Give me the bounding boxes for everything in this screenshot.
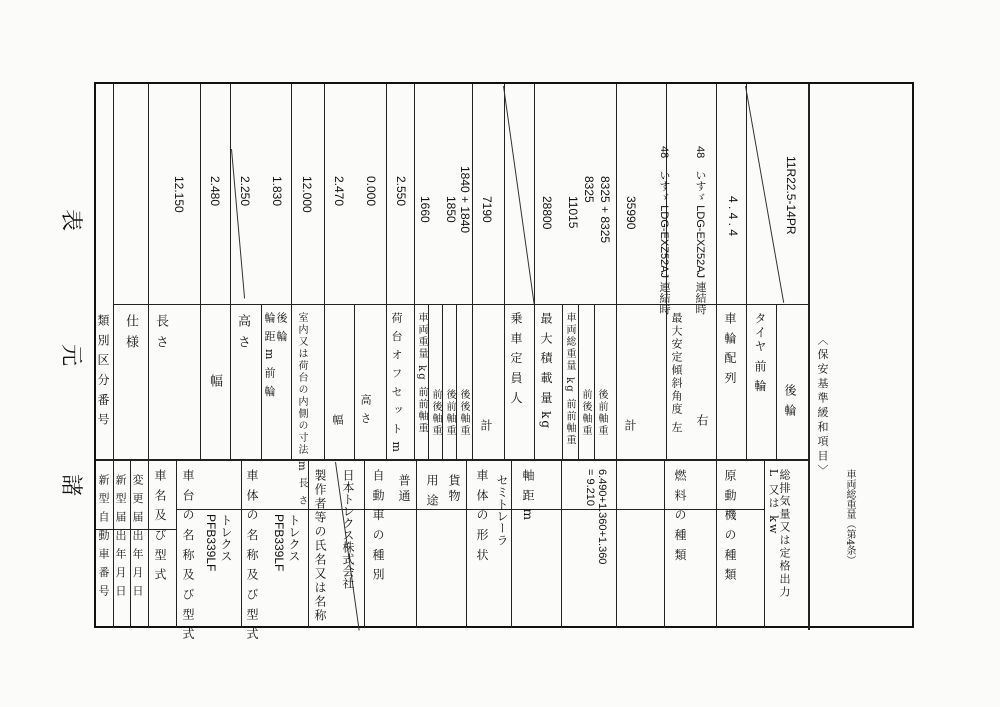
value-naisun-takasa: 0.000: [364, 176, 378, 207]
label-gendoki: 原 動 機 の 種 類: [723, 469, 737, 583]
col-line: [511, 459, 512, 628]
label-naisun-nagasa: 室内又は荷台の内側の寸法 m 長 さ: [296, 312, 307, 508]
label-rinkyo-zen: 輪 距 m 前 輪: [263, 312, 276, 399]
label-shinkata-todoke: 新 型 届 出 年 月 日: [114, 474, 127, 598]
col-line: [386, 84, 387, 459]
col-line: [261, 304, 262, 459]
label-yoto: 用 途: [425, 474, 439, 508]
spec-table: [94, 82, 914, 642]
col-line: [364, 459, 365, 628]
value-tire-gorin: 11R22.5-14PR: [784, 156, 798, 235]
col-line: [561, 459, 562, 628]
label-soju-gozen: 後前軸重: [596, 389, 607, 437]
col-line: [176, 459, 177, 628]
value-jikukyori: 6.490+1.360+1.360 = 9.210: [584, 469, 608, 565]
value-shadai: トレクス PFB339LF: [272, 514, 301, 572]
label-keijo: 車 体 の 形 状: [475, 469, 489, 563]
label-soju-zenzen: 車両総重量 kg 前前軸重: [564, 312, 575, 447]
footnote-item: 車両総重量（第4条）: [844, 469, 855, 566]
col-line: [230, 84, 231, 459]
label-offset: 荷 台 オ フ セ ッ ト m: [390, 312, 403, 454]
col-line: [354, 304, 355, 459]
label-sharyo-zenzen: 車両重量 kg 前前軸重: [416, 312, 427, 435]
footnote-divider: [808, 84, 810, 630]
col-line: [776, 304, 777, 459]
value-haba: 2.480: [208, 176, 222, 207]
value-soju-kei: 35990: [624, 196, 638, 230]
blank-diagonal: [231, 149, 245, 299]
col-line: [414, 84, 415, 459]
label-keisha-hidari: 最大安定傾斜角度 左: [670, 312, 683, 435]
value-soju-zengo: 8325: [582, 176, 596, 203]
value-shubetsu: 普 通: [397, 474, 411, 502]
col-line: [716, 459, 717, 628]
value-nagasa: 12.150: [172, 176, 186, 213]
doc-title-char-3: 表: [58, 208, 83, 231]
label-takasa: 高 さ: [235, 314, 250, 351]
label-soju-zengo: 前後軸重: [580, 389, 591, 437]
label-keisha-migi: 右: [695, 414, 709, 428]
label-jikukyori: 軸 距 m: [521, 469, 535, 523]
col-line: [616, 459, 617, 628]
col-line: [466, 459, 467, 628]
col-line: [716, 84, 717, 459]
value-naisun-nagasa: 12.000: [300, 176, 314, 213]
label-sharyo-gozen: 後前軸重: [444, 389, 455, 437]
label-tire-gorin: 後 輪: [783, 384, 797, 418]
value-rinkyo: 1.830: [270, 176, 284, 207]
value-sharyo-zengo: 1850: [444, 196, 458, 223]
table-divider: [96, 459, 808, 461]
label-naisun-haba: 幅: [331, 414, 344, 427]
value-naisun-haba: 2.470: [332, 176, 346, 207]
col-line: [534, 84, 535, 459]
value-keisha-hidari: 48 いすゞ LDG-EXZ52AJ 連結時: [658, 146, 670, 315]
value-seisakusha: 日本トレクス株式会社: [341, 469, 355, 589]
label-henko-todoke: 変 更 届 出 年 月 日: [131, 474, 144, 598]
value-sharyo-gozen: 1840 + 1840: [458, 166, 472, 234]
label-sharyo-gogo: 後後軸重: [458, 389, 469, 437]
label-sharyo-kei: 計: [479, 419, 493, 433]
col-line: [764, 459, 765, 628]
col-line: [324, 84, 325, 459]
label-seisakusha: 製作者等の氏名又は名称: [313, 469, 327, 623]
col-line: [472, 84, 473, 459]
col-line: [416, 459, 417, 628]
label-shamei: 車 名 及 び 型 式: [153, 469, 167, 583]
label-saidai-sekisai: 最 大 積 載 量 kg: [539, 312, 553, 431]
col-line: [200, 84, 201, 459]
blank-diagonal: [745, 86, 784, 303]
col-line: [578, 304, 579, 459]
footnote-title: 〈 保 安 基 準 緩 和 項 目 〉: [816, 334, 829, 476]
value-soju-zenzen: 11015: [566, 196, 580, 229]
blank-diagonal: [503, 86, 535, 304]
label-tire-zenrin: タイヤ 前 輪: [753, 312, 767, 394]
label-shubetsu: 自 動 車 の 種 別: [371, 469, 385, 583]
label-jousha-teiin: 乗 車 定 員 人: [509, 312, 523, 406]
col-line: [148, 84, 149, 459]
value-saidai-sekisai: 28800: [540, 196, 554, 230]
col-line: [113, 84, 114, 459]
value-keisha-migi: 48 いすゞ LDG-EXZ52AJ 連結時: [694, 146, 706, 315]
value-offset: 2.550: [394, 176, 408, 207]
label-nenryo: 燃 料 の 種 類: [673, 469, 687, 563]
doc-title-char-1: 諸: [58, 473, 83, 496]
value-sharin-hairetsu: 4 . 4 . 4: [726, 196, 740, 237]
col-line: [241, 459, 242, 628]
label-naisun-takasa: 高 さ: [359, 394, 372, 426]
col-line: [594, 304, 595, 459]
label-rinkyo-go: 後 輪: [275, 312, 288, 344]
value-soju-gozen: 8325 + 8325: [598, 176, 612, 244]
label-shatai: 車 体 の 名 称 及 び 型 式: [245, 469, 259, 642]
label-shadai: 車 台 の 名 称 及 び 型 式: [181, 469, 195, 642]
col-line: [746, 84, 747, 459]
label-haiki: 総排気量又は定格出力 L 又は kw: [767, 469, 791, 599]
col-line: [148, 459, 149, 628]
value-sharyo-zenzen: 1660: [418, 196, 432, 223]
col-line: [456, 304, 457, 459]
label-shiyo: 仕 様: [123, 314, 138, 351]
col-line: [442, 304, 443, 459]
col-line: [664, 459, 665, 628]
label-sharyo-zengo: 前後軸重: [430, 389, 441, 437]
label-nagasa: 長 さ: [153, 314, 168, 351]
value-sharyo-kei: 7190: [480, 196, 494, 223]
col-line: [616, 84, 617, 459]
doc-title-char-2: 元: [58, 343, 83, 366]
label-haba: 幅: [207, 374, 222, 389]
label-shinkata-bango: 新 型 自 動 車 番 号: [97, 474, 110, 598]
value-takasa: 2.250: [238, 176, 252, 207]
col-line: [291, 84, 292, 459]
value-yoto: 貨 物: [447, 474, 461, 502]
label-soju-kei: 計: [623, 419, 637, 433]
value-shamei: トレクス PFB339LF: [204, 514, 233, 572]
col-line: [504, 84, 505, 459]
col-line: [562, 304, 563, 459]
col-line: [308, 459, 309, 628]
label-sharin-hairetsu: 車 輪 配 列: [723, 312, 737, 386]
class-number-header: 類 別 区 分 番 号: [96, 314, 110, 428]
col-line: [428, 304, 429, 459]
value-keijo: セミトレーラ: [495, 474, 509, 546]
